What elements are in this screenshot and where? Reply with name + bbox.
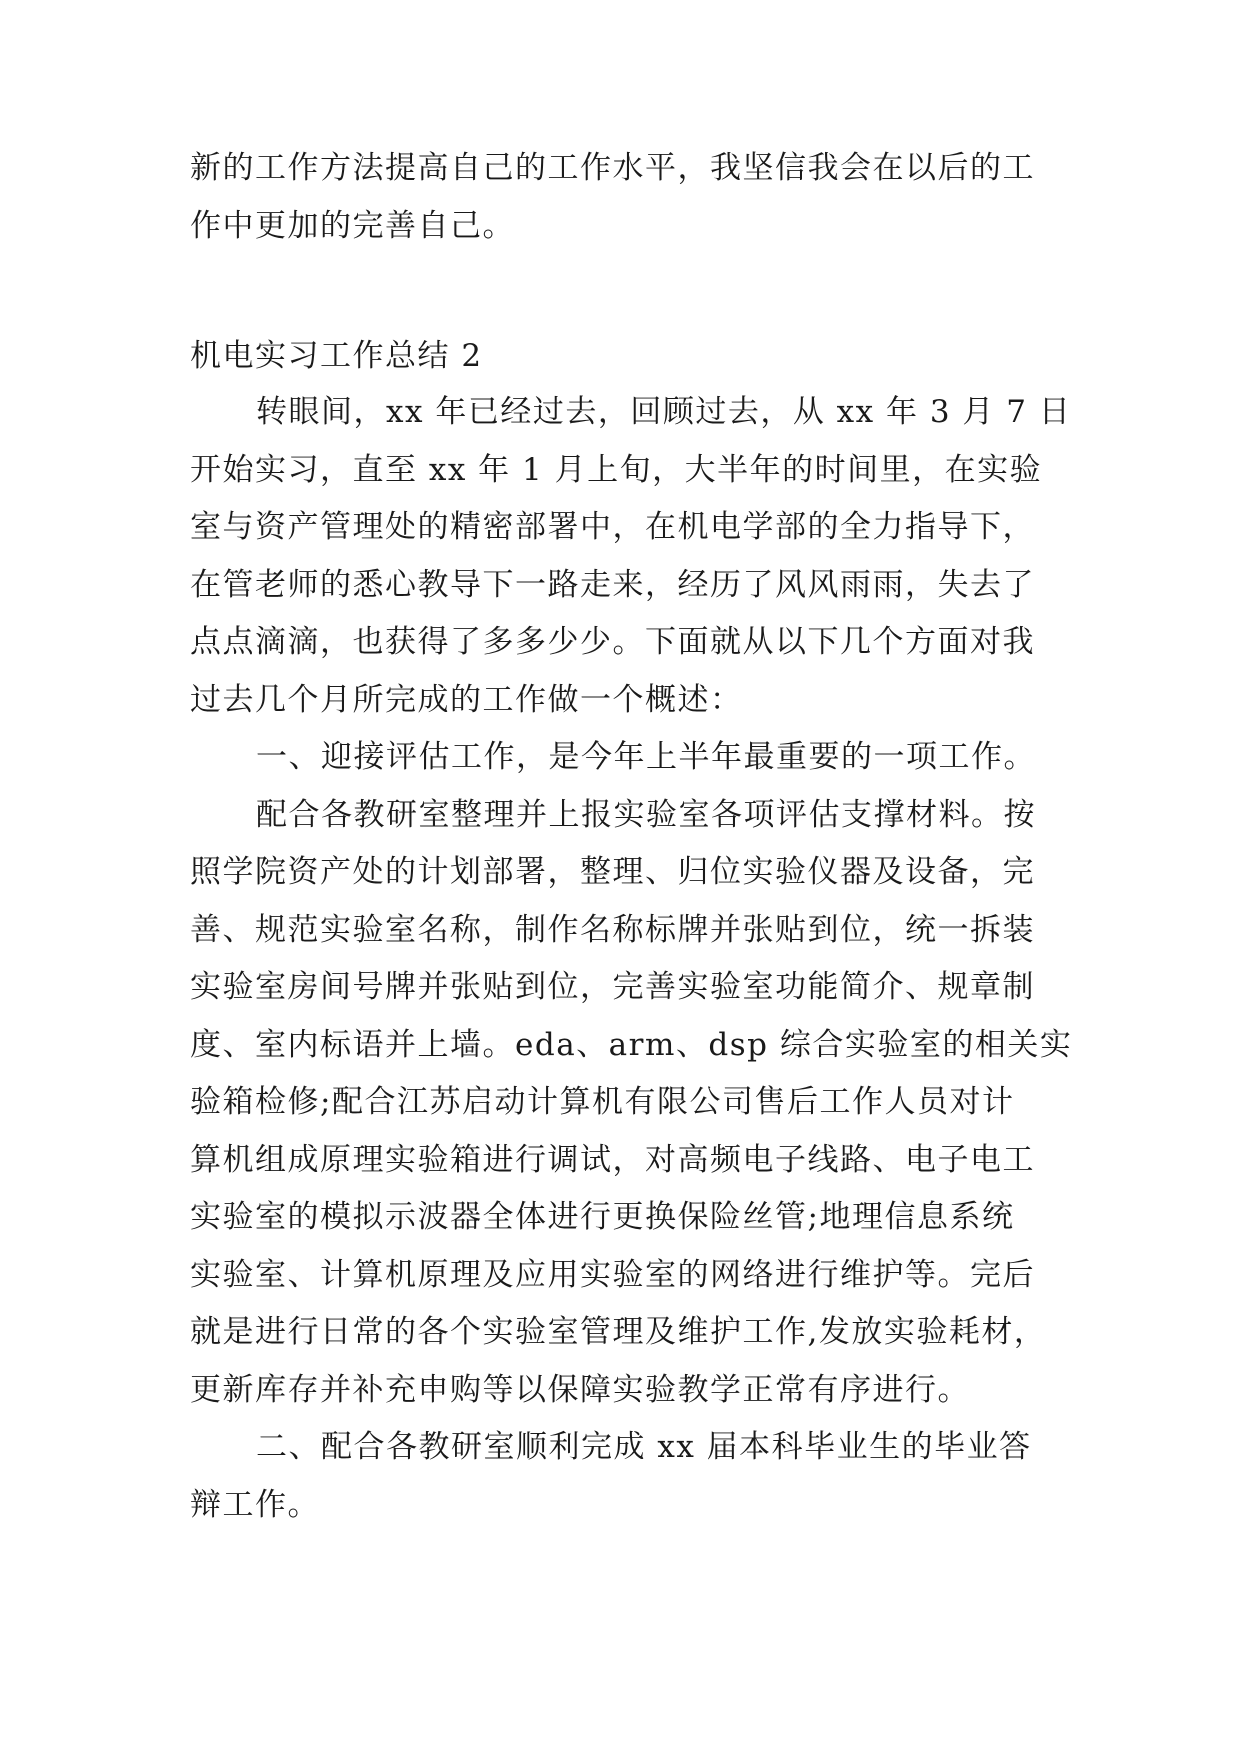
paragraph-line: 算机组成原理实验箱进行调试，对高频电子线路、电子电工: [190, 1141, 1035, 1178]
paragraph-line: 新的工作方法提高自己的工作水平，我坚信我会在以后的工: [190, 150, 1035, 186]
paragraph-line: 辩工作。: [190, 1486, 320, 1523]
paragraph-line: 开始实习，直至 xx 年 1 月上旬，大半年的时间里，在实验: [190, 451, 1043, 488]
paragraph-line: 过去几个月所完成的工作做一个概述：: [190, 681, 743, 718]
paragraph-line: 照学院资产处的计划部署，整理、归位实验仪器及设备，完: [190, 854, 1035, 890]
paragraph-line: 验箱检修;配合江苏启动计算机有限公司售后工作人员对计: [190, 1084, 1015, 1120]
paragraph-line: 在管老师的悉心教导下一路走来，经历了风风雨雨，失去了: [190, 566, 1035, 603]
paragraph-line: 二、配合各教研室顺利完成 xx 届本科毕业生的毕业答: [256, 1429, 1032, 1465]
paragraph-line: 室与资产管理处的精密部署中，在机电学部的全力指导下，: [190, 509, 1035, 545]
paragraph-line: 善、规范实验室名称，制作名称标牌并张贴到位，统一拆装: [190, 911, 1035, 948]
paragraph-line: 转眼间，xx 年已经过去，回顾过去，从 xx 年 3 月 7 日: [256, 394, 1072, 430]
paragraph-line: 实验室房间号牌并张贴到位，完善实验室功能简介、规章制: [190, 969, 1035, 1005]
paragraph-line: 作中更加的完善自己。: [190, 207, 515, 244]
paragraph-line: 点点滴滴，也获得了多多少少。下面就从以下几个方面对我: [190, 624, 1035, 660]
paragraph-line: 度、室内标语并上墙。eda、arm、dsp 综合实验室的相关实: [190, 1026, 1073, 1063]
paragraph-line: 实验室的模拟示波器全体进行更换保险丝管;地理信息系统: [190, 1199, 1015, 1235]
paragraph-line: 更新库存并补充申购等以保障实验教学正常有序进行。: [190, 1371, 970, 1408]
paragraph-line: 配合各教研室整理并上报实验室各项评估支撑材料。按: [256, 796, 1036, 833]
continuation-paragraph: [190, 140, 1060, 255]
section-title: [190, 328, 1060, 386]
section-title-text: 机电实习工作总结 2: [190, 338, 483, 374]
paragraph-line: 实验室、计算机原理及应用实验室的网络进行维护等。完后: [190, 1256, 1035, 1293]
intro-paragraph: [190, 384, 1073, 1534]
paragraph-line: 就是进行日常的各个实验室管理及维护工作,发放实验耗材，: [190, 1314, 1047, 1350]
item-heading: 一、迎接评估工作，是今年上半年最重要的一项工作。: [256, 739, 1036, 775]
